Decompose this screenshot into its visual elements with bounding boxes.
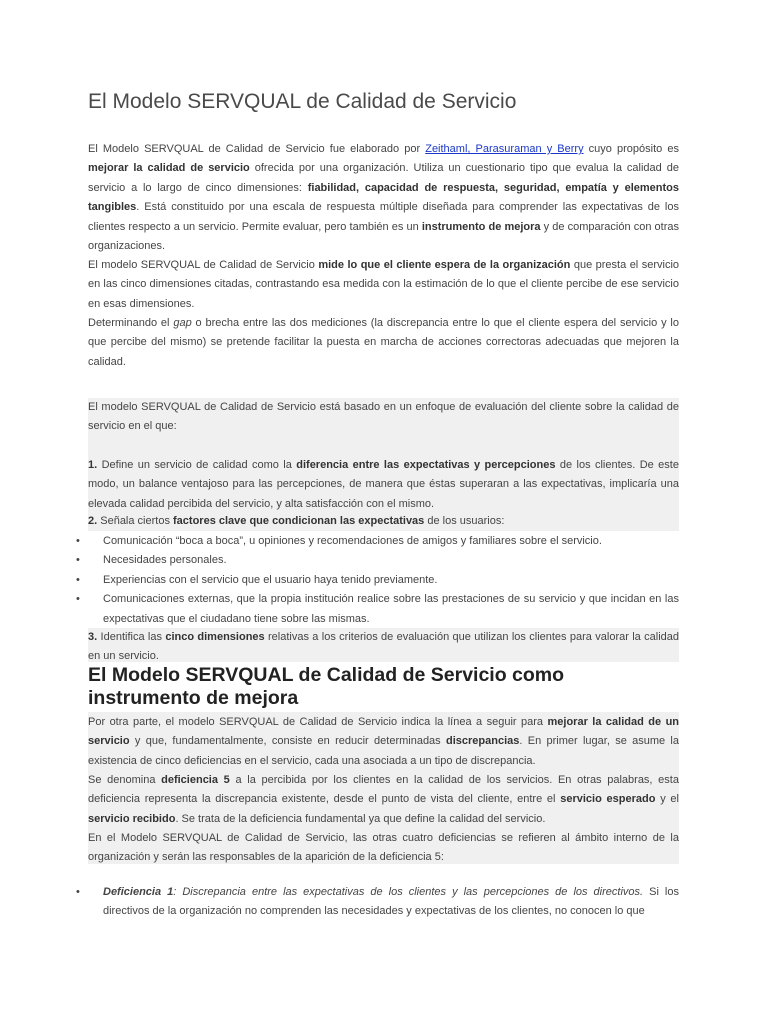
para3-text-2: o brecha entre las dos mediciones (la discrepancia entre lo que el cliente espera del servicio y lo que percibe del mismo) se pretende facilitar la puesta en marcha de acciones correctoras adecuadas que mejoren la calidad. xyxy=(88,317,679,368)
item3-text-1: Identifica las xyxy=(97,631,166,643)
deficiency5-paragraph xyxy=(88,771,679,829)
item1-text-2: de los clientes. De este modo, un balance ventajoso para las percepciones, de manera que éstas superaran a las expectativas, implicaría una elevada calidad percibida del servicio, y alta satisfacción con el mismo. xyxy=(88,459,679,510)
deficiency1-text: Si los directivos de la organización no comprenden las necesidades y expectativas de los clientes, no conocen lo que xyxy=(103,886,679,918)
gap-paragraph xyxy=(88,314,679,372)
factor-text: Comunicaciones externas, que la propia institución realice sobre las prestaciones de su servicio y que incidan en las expectativas que el ciudadano tiene sobre las mismas. xyxy=(103,593,679,625)
factor-text: Experiencias con el servicio que el usuario haya tenido previamente. xyxy=(103,573,438,586)
item2-number: 2. xyxy=(88,515,98,527)
item2-bold-1: factores clave que condicionan las expectativas xyxy=(173,515,425,527)
para5-text-2: a la percibida por los clientes en la calidad de los servicios. En otras palabras, esta deficiencia representa la discrepancia existente, desde el punto de vista del cliente, entre el xyxy=(88,774,679,806)
item1-text-1: Define un servicio de calidad como la xyxy=(97,459,297,471)
factor-text: Necesidades personales. xyxy=(103,554,227,567)
list-item xyxy=(72,551,679,570)
intro-text-2: cuyo propósito es xyxy=(583,143,679,155)
deficiency1-bold: Deficiencia 1 xyxy=(103,886,174,898)
item3-number: 3. xyxy=(88,631,98,643)
item-1-paragraph xyxy=(88,456,679,514)
bullet-icon: • xyxy=(76,593,80,606)
intro-text-5: y de comparación con otras organizaciones. xyxy=(88,220,680,253)
based-paragraph: El modelo SERVQUAL de Calidad de Servicio está basado en un enfoque de evaluación del cliente sobre la calidad de servicio en el que: xyxy=(88,398,679,438)
para3-text-1: Determinando el xyxy=(88,317,174,329)
shade-gap xyxy=(88,438,679,456)
item2-text-2: de los usuarios: xyxy=(424,515,505,527)
item3-bold-1: cinco dimensiones xyxy=(165,631,265,643)
item1-bold-1: diferencia entre las expectativas y percepciones xyxy=(296,459,556,471)
intro-text-1: El Modelo SERVQUAL de Calidad de Servicio fue elaborado por xyxy=(88,143,426,155)
list-item xyxy=(72,883,679,922)
para4-bold-1: mejorar la calidad de un servicio xyxy=(88,716,680,748)
item1-number: 1. xyxy=(88,459,98,471)
para5-bold-1: deficiencia 5 xyxy=(161,774,230,786)
intro-paragraph xyxy=(88,140,679,256)
para5-text-1: Se denomina xyxy=(88,774,162,786)
item3-text-2: relativas a los criterios de evaluación que utilizan los clientes para valorar la calidad en un servicio. xyxy=(88,631,679,662)
para3-italic-gap: gap xyxy=(173,317,192,329)
other-deficiencies-paragraph: En el Modelo SERVQUAL de Calidad de Servicio, las otras cuatro deficiencias se refieren al ámbito interno de la organización y serán las responsables de la aparición de la deficiencia 5: xyxy=(88,832,679,864)
bullet-icon: • xyxy=(76,535,80,547)
bullet-icon: • xyxy=(76,554,80,567)
deficiencies-list xyxy=(72,883,679,922)
improve-paragraph xyxy=(88,713,679,771)
intro-bold-1: mejorar la calidad de servicio xyxy=(88,162,250,175)
authors-link[interactable]: Zeithaml, Parasuraman y Berry xyxy=(425,143,584,155)
para5-bold-2: servicio esperado xyxy=(560,793,656,806)
list-item xyxy=(72,532,679,551)
item-2-paragraph xyxy=(88,512,679,531)
item-3-paragraph xyxy=(88,628,679,662)
list-item xyxy=(72,590,679,629)
deficiency1-italic: : Discrepancia entre las expectativas de los clientes y las percepciones de los directivos. xyxy=(173,886,644,898)
intro-text-3: ofrecida por una organización. Utiliza un cuestionario tipo que evalua la calidad de servicio a lo largo de cinco dimensiones: xyxy=(88,162,680,194)
bullet-icon: • xyxy=(76,573,80,586)
para2-text-2: que presta el servicio en las cinco dimensiones citadas, contrastando esa medida con la estimación de lo que el cliente percibe de ese servicio en esas dimensiones. xyxy=(88,259,680,310)
measure-paragraph xyxy=(88,256,679,314)
intro-text-4: . Está constituido por una escala de respuesta múltiple diseñada para comprender las expectativas de los clientes respecto a un servicio. Permite evaluar, pero también es un xyxy=(88,201,679,233)
factors-list xyxy=(72,532,679,629)
page-title: El Modelo SERVQUAL de Calidad de Servicio xyxy=(88,90,517,113)
para5-bold-3: servicio recibido xyxy=(88,812,176,825)
intro-bold-2: fiabilidad, capacidad de respuesta, seguridad, empatía y elementos tangibles xyxy=(88,181,680,214)
para4-text-1: Por otra parte, el modelo SERVQUAL de Calidad de Servicio indica la línea a seguir para xyxy=(88,716,548,728)
intro-bold-3: instrumento de mejora xyxy=(421,220,541,233)
section-heading: El Modelo SERVQUAL de Calidad de Servicio como instrumento de mejora xyxy=(88,664,565,709)
para4-bold-2: discrepancias xyxy=(446,735,520,748)
para2-bold-1: mide lo que el cliente espera de la organización xyxy=(318,259,571,271)
item2-text-1: Señala ciertos xyxy=(97,515,174,527)
factor-text: Comunicación “boca a boca”, u opiniones y recomendaciones de amigos y familiares sobre el servicio. xyxy=(103,535,602,547)
list-item xyxy=(72,571,679,590)
para4-text-3: . En primer lugar, se asume la existencia de cinco deficiencias en el servicio, cada una asociada a un tipo de discrepancia. xyxy=(88,735,679,767)
para4-text-2: y que, fundamentalmente, consiste en reducir determinadas xyxy=(129,735,446,748)
bullet-icon: • xyxy=(76,886,80,898)
para5-text-3: y el xyxy=(655,793,679,806)
para5-text-4: . Se trata de la deficiencia fundamental ya que define la calidad del servicio. xyxy=(175,812,546,825)
para2-text-1: El modelo SERVQUAL de Calidad de Servicio xyxy=(88,259,319,271)
